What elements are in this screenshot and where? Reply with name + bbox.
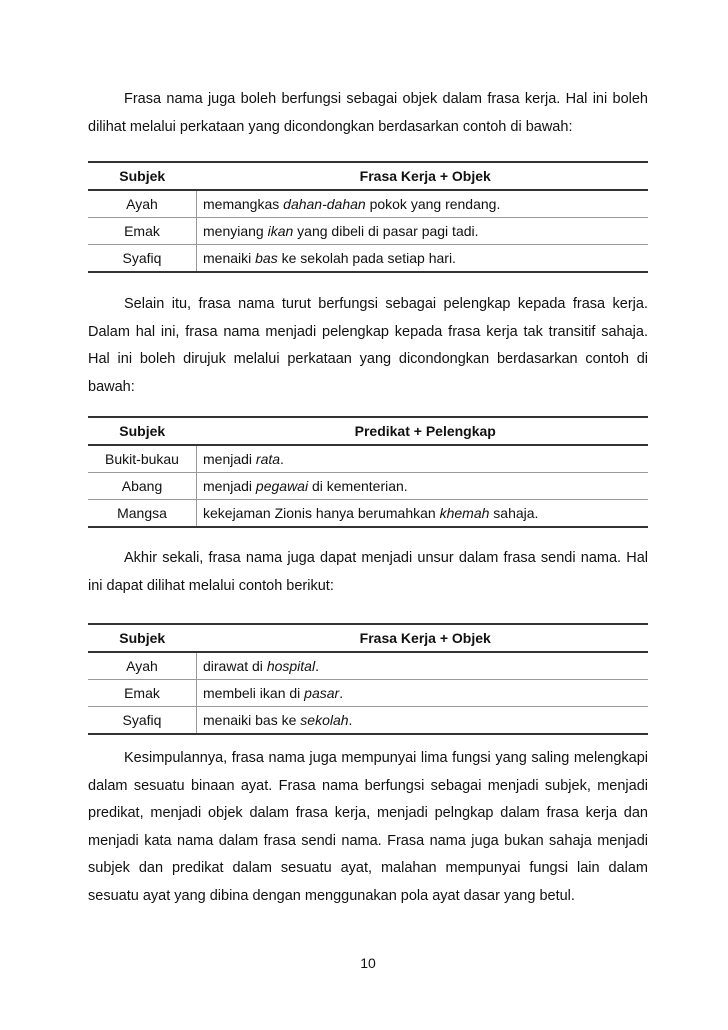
header-predicate: Frasa Kerja + Objek [197,162,649,190]
header-subjek: Subjek [88,624,197,652]
table-row [88,473,648,500]
cell-predicate: kekejaman Zionis hanya berumahkan khemah sahaja. [197,500,649,528]
paragraph-objek-intro [88,86,648,141]
cell-predicate: menaiki bas ke sekolah. [197,707,649,735]
cell-subject: Syafiq [88,707,197,735]
paragraph-text: Frasa nama juga boleh berfungsi sebagai objek dalam frasa kerja. Hal ini boleh dilihat melalui perkataan yang dicondongkan berdasarkan contoh di bawah: [88,91,648,135]
paragraph-text: Akhir sekali, frasa nama juga dapat menjadi unsur dalam frasa sendi nama. Hal ini dapat dilihat melalui contoh berikut: [88,550,648,594]
cell-predicate: menjadi rata. [197,445,649,473]
table-header-row [88,417,648,445]
table-row [88,245,648,273]
table-row [88,707,648,735]
header-subjek: Subjek [88,417,197,445]
cell-subject: Mangsa [88,500,197,528]
example-table-pelengkap [88,416,648,528]
table-row [88,218,648,245]
paragraph-sendi-nama-intro [88,545,648,600]
cell-subject: Bukit-bukau [88,445,197,473]
cell-predicate: menjadi pegawai di kementerian. [197,473,649,500]
header-subjek: Subjek [88,162,197,190]
table-header-row [88,162,648,190]
cell-subject: Emak [88,680,197,707]
header-predicate: Frasa Kerja + Objek [197,624,649,652]
cell-predicate: membeli ikan di pasar. [197,680,649,707]
table-row [88,500,648,528]
cell-subject: Emak [88,218,197,245]
cell-subject: Abang [88,473,197,500]
table-row [88,190,648,218]
cell-predicate: menyiang ikan yang dibeli di pasar pagi tadi. [197,218,649,245]
paragraph-pelengkap-intro [88,291,648,401]
example-table-sendi-nama [88,623,648,735]
paragraph-text: Kesimpulannya, frasa nama juga mempunyai lima fungsi yang saling melengkapi dalam sesuatu binaan ayat. Frasa nama berfungsi sebagai menjadi subjek, menjadi predikat, menjadi objek dalam frasa kerja, menjadi pelngkap dalam frasa kerja dan menjadi kata nama dalam frasa sendi nama. Frasa nama juga bukan sahaja menjadi subjek dan predikat dalam sesuatu ayat, malahan mempunyai fungsi lain dalam sesuatu ayat yang dibina dengan menggunakan pola ayat dasar yang betul. [88,750,648,904]
cell-subject: Ayah [88,652,197,680]
paragraph-conclusion [88,745,648,910]
header-predicate: Predikat + Pelengkap [197,417,649,445]
table-row [88,680,648,707]
table-row [88,445,648,473]
page-number: 10 [360,955,376,971]
paragraph-text: Selain itu, frasa nama turut berfungsi sebagai pelengkap kepada frasa kerja. Dalam hal ini, frasa nama menjadi pelengkap kepada frasa kerja tak transitif sahaja. Hal ini boleh dirujuk melalui perkataan yang dicondongkan berdasarkan contoh di bawah: [88,296,648,395]
cell-predicate: memangkas dahan-dahan pokok yang rendang. [197,190,649,218]
cell-predicate: menaiki bas ke sekolah pada setiap hari. [197,245,649,273]
example-table-objek [88,161,648,273]
table-row [88,652,648,680]
cell-predicate: dirawat di hospital. [197,652,649,680]
cell-subject: Ayah [88,190,197,218]
table-header-row [88,624,648,652]
cell-subject: Syafiq [88,245,197,273]
